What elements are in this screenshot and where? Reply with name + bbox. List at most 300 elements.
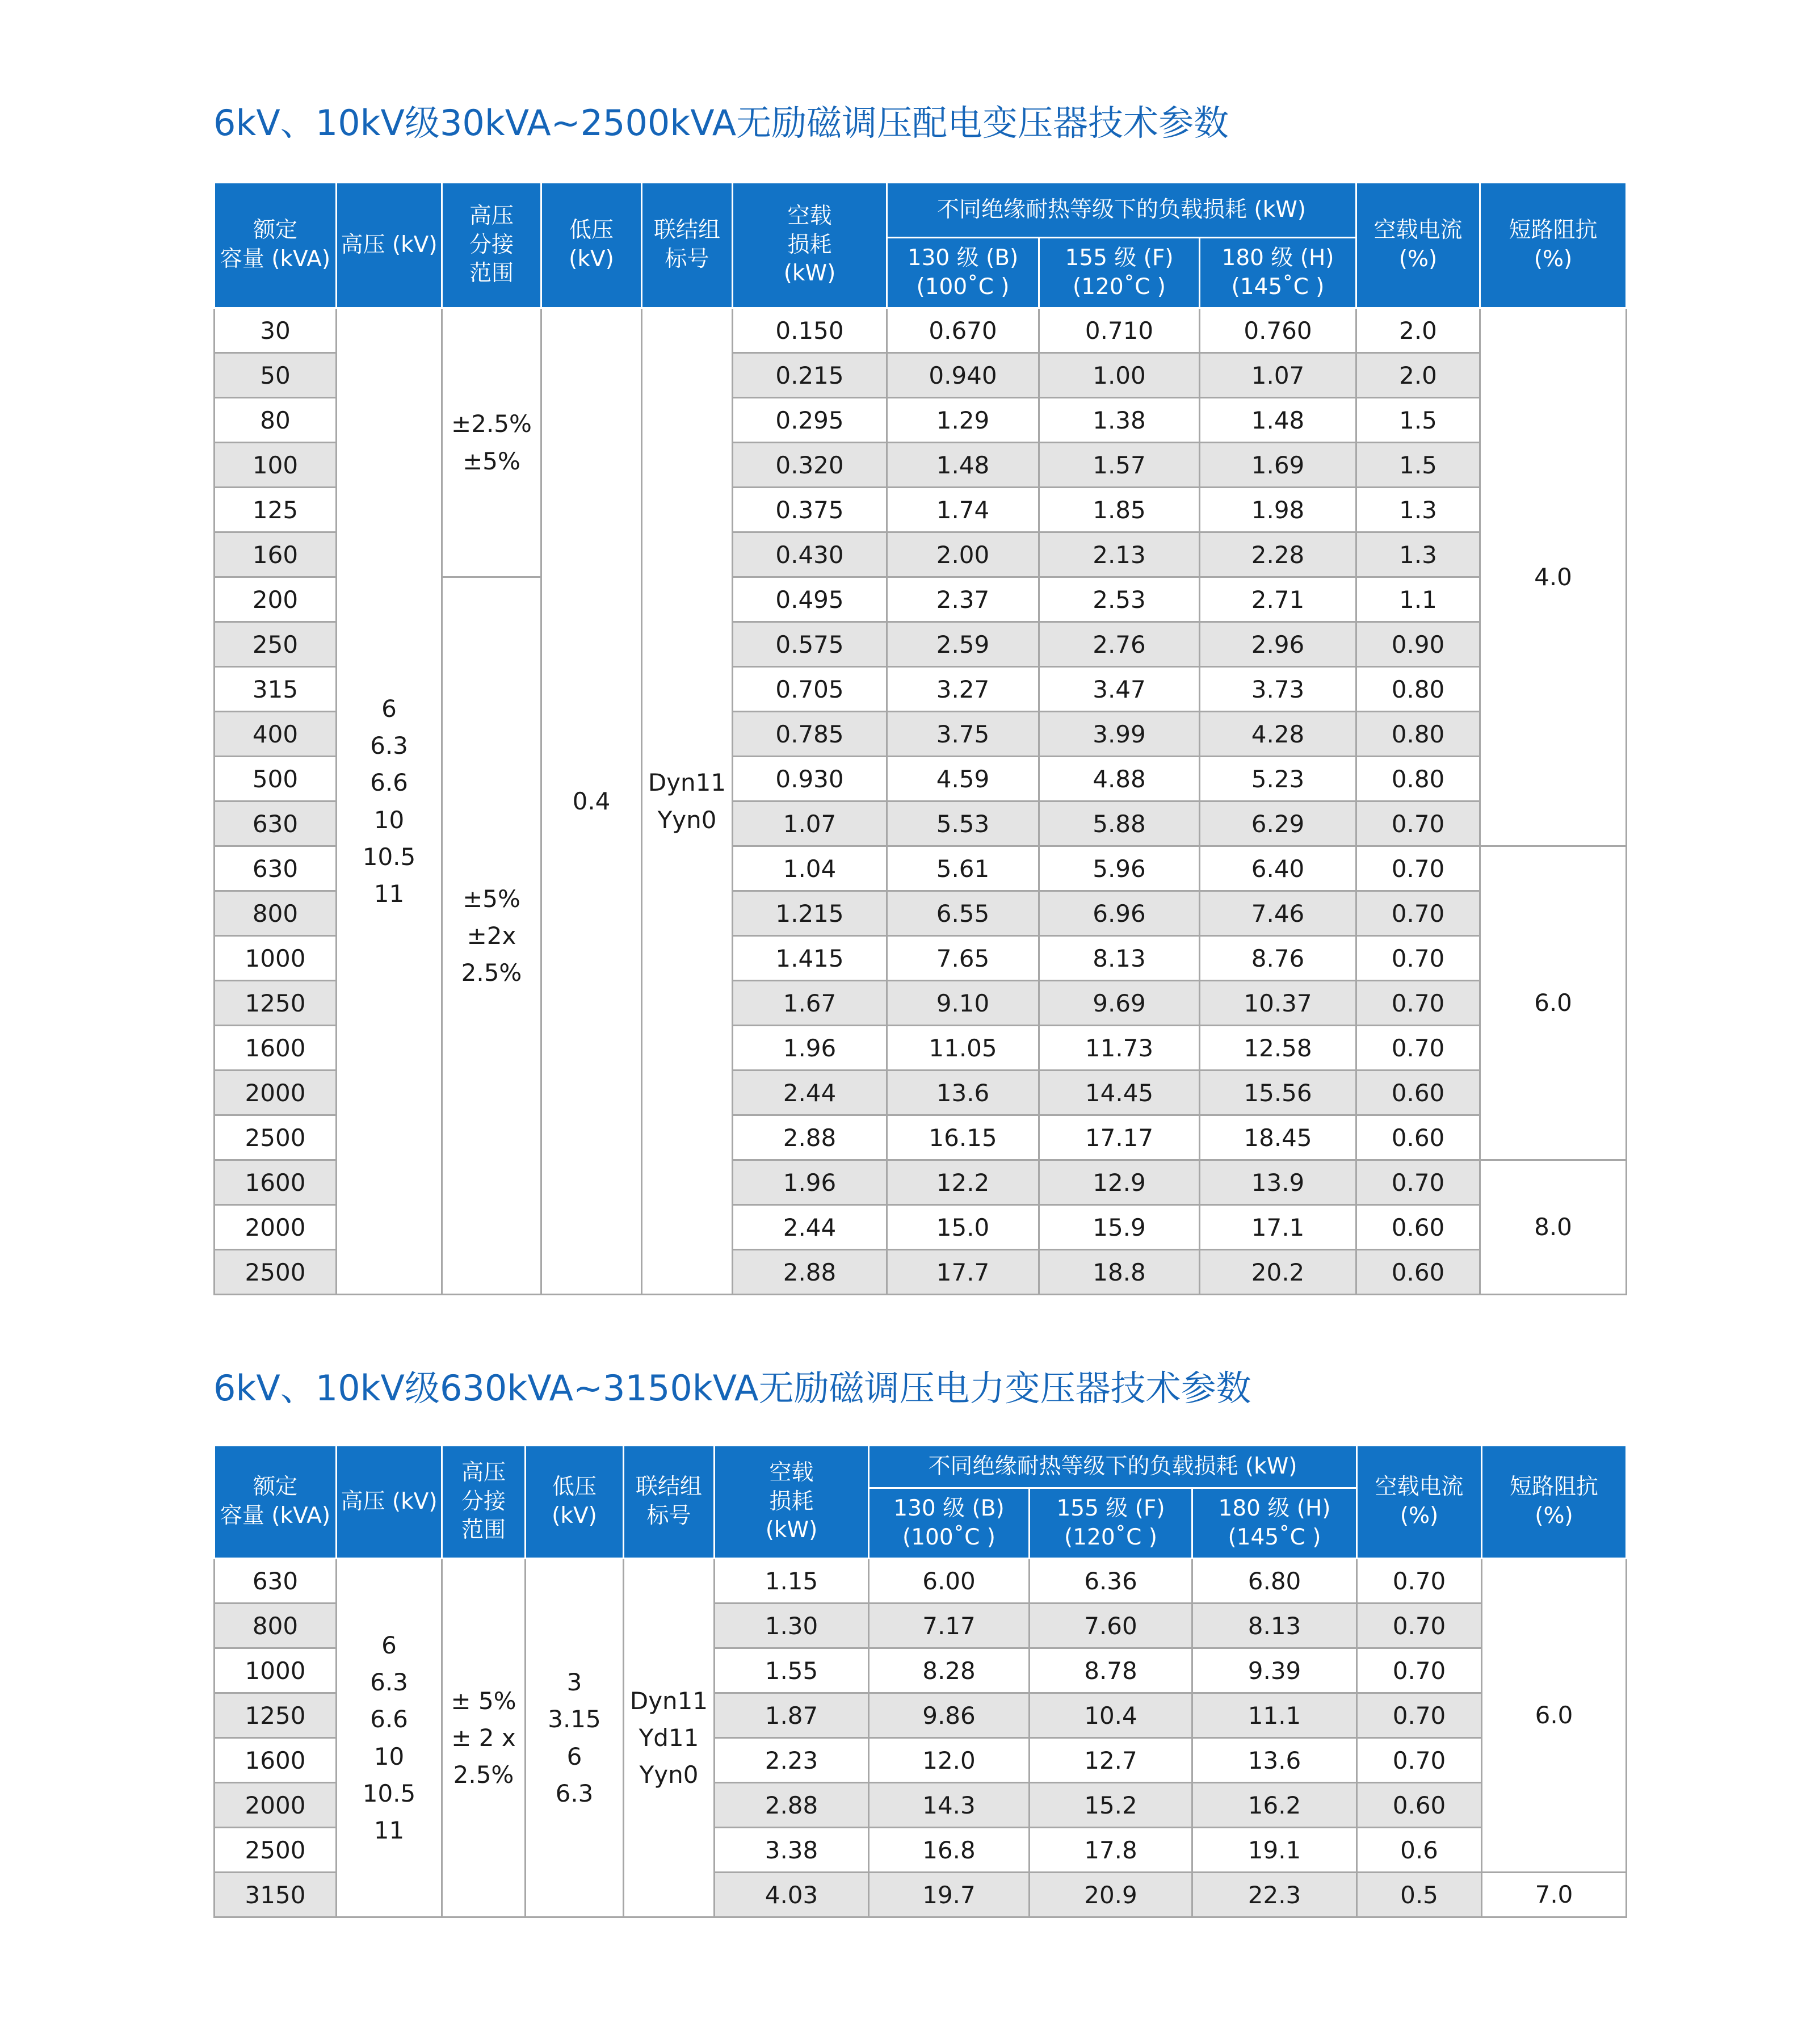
header-vector-line: 联结组 [653,217,720,244]
cell-current: 0.90 [1356,622,1480,667]
header-capacity-line: 容量 (kVA) [220,246,331,272]
cell-b: 2.59 [887,622,1039,667]
header-load-class [869,1488,1030,1559]
cell-f: 12.9 [1039,1160,1200,1205]
header-noload-line: 空载 [769,1459,814,1485]
table2-title: 6kV、10kV级630kVA~3150kVA无励磁调压电力变压器技术参数 [213,1367,1251,1409]
cell-current: 0.70 [1357,1559,1482,1604]
cell-noload: 2.88 [733,1115,887,1160]
cell-f: 12.7 [1030,1738,1192,1783]
header-current-line: (%) [1398,246,1438,272]
cell-noload: 2.88 [715,1783,869,1828]
cell-b: 9.10 [887,981,1039,1026]
cell-noload: 1.30 [715,1604,869,1648]
cell-f: 9.69 [1039,981,1200,1026]
header-noload [733,183,887,308]
header-tap [442,183,541,308]
header-noload-line: (kW) [783,261,836,287]
cell-current: 0.70 [1356,891,1480,936]
cell-current: 1.3 [1356,532,1480,577]
header-tap-line: 高压 [469,203,514,229]
cell-current: 0.60 [1357,1783,1482,1828]
hv-values-line: 11 [373,879,405,908]
header-tap-line: 范围 [461,1517,506,1543]
header-noload-line: (kW) [765,1517,818,1543]
header-load-class-line: 180 级 (H) [1218,1495,1331,1521]
lv-values-line: 6 [566,1742,582,1770]
cell-f: 6.96 [1039,891,1200,936]
cell-f: 2.76 [1039,622,1200,667]
tap-range-line: ±2x [467,921,516,950]
header-vector-line: 标号 [646,1503,691,1529]
tap-range-line: ±5% [463,447,520,475]
header-capacity [215,183,337,308]
cell-noload: 0.430 [733,532,887,577]
header-load-class-line: (145˚C ) [1228,1524,1321,1550]
header-load-class-line: 155 级 (F) [1065,245,1174,271]
cell-h: 10.37 [1200,981,1356,1026]
cell-h: 9.39 [1192,1648,1357,1693]
vector-groups [624,1559,715,1917]
cell-capacity: 1000 [215,1648,337,1693]
spec-table-1 [213,182,1627,1295]
impedance-value: 7.0 [1482,1873,1627,1917]
cell-capacity: 1250 [215,1693,337,1738]
cell-noload: 4.03 [715,1873,869,1917]
lv-values [541,308,642,1295]
cell-b: 2.37 [887,577,1039,622]
cell-h: 15.56 [1200,1071,1356,1115]
cell-noload: 0.375 [733,488,887,532]
cell-h: 1.69 [1200,443,1356,488]
cell-h: 3.73 [1200,667,1356,712]
cell-f: 17.8 [1030,1828,1192,1873]
cell-h: 1.07 [1200,353,1356,398]
hv-values-line: 6.6 [370,769,408,797]
hv-values-line: 6.3 [370,1668,408,1697]
impedance-value: 4.0 [1480,308,1627,846]
header-load-class [1030,1488,1192,1559]
cell-current: 0.80 [1356,757,1480,801]
cell-current: 0.70 [1356,981,1480,1026]
cell-h: 13.6 [1192,1738,1357,1783]
cell-b: 6.00 [869,1559,1030,1604]
header-load-class-line: (100˚C ) [916,274,1010,300]
spec-table-2 [213,1445,1627,1918]
cell-noload: 0.575 [733,622,887,667]
header-row [215,1446,1627,1488]
header-lv [541,183,642,308]
cell-h: 4.28 [1200,712,1356,757]
cell-current: 2.0 [1356,353,1480,398]
cell-f: 1.00 [1039,353,1200,398]
hv-values-line: 6.3 [370,732,408,760]
cell-b: 13.6 [887,1071,1039,1115]
cell-b: 4.59 [887,757,1039,801]
cell-f: 5.88 [1039,801,1200,846]
table-row [215,1559,1627,1604]
header-capacity-line: 额定 [253,1474,297,1500]
table1-title: 6kV、10kV级30kVA~2500kVA无励磁调压配电变压器技术参数 [213,102,1229,144]
cell-noload: 1.15 [715,1559,869,1604]
cell-b: 1.29 [887,398,1039,443]
header-current [1357,1446,1482,1559]
cell-h: 8.76 [1200,936,1356,981]
cell-f: 15.9 [1039,1205,1200,1250]
header-load-group: 不同绝缘耐热等级下的负载损耗 (kW) [887,183,1356,238]
cell-noload: 0.495 [733,577,887,622]
cell-capacity: 630 [215,1559,337,1604]
header-tap-line: 范围 [469,261,514,287]
impedance-value: 6.0 [1480,846,1627,1160]
cell-b: 0.670 [887,308,1039,353]
cell-capacity: 800 [215,891,337,936]
cell-h: 20.2 [1200,1250,1356,1295]
cell-noload: 1.67 [733,981,887,1026]
cell-f: 2.13 [1039,532,1200,577]
header-load-class [1192,1488,1357,1559]
header-impedance-line: 短路阻抗 [1510,1474,1599,1500]
cell-current: 0.70 [1356,936,1480,981]
cell-b: 12.0 [869,1738,1030,1783]
header-hv: 高压 (kV) [337,1446,442,1559]
cell-capacity: 160 [215,532,337,577]
cell-h: 6.40 [1200,846,1356,891]
cell-h: 6.29 [1200,801,1356,846]
cell-b: 3.75 [887,712,1039,757]
cell-capacity: 2000 [215,1071,337,1115]
hv-values [337,308,442,1295]
header-load-group: 不同绝缘耐热等级下的负载损耗 (kW) [869,1446,1357,1488]
cell-noload: 1.415 [733,936,887,981]
cell-f: 8.13 [1039,936,1200,981]
vector-groups-line: Dyn11 [648,769,726,797]
cell-f: 0.710 [1039,308,1200,353]
cell-f: 20.9 [1030,1873,1192,1917]
lv-values-line: 3 [566,1668,582,1697]
hv-values [337,1559,442,1917]
cell-h: 6.80 [1192,1559,1357,1604]
header-load-class [1200,238,1356,308]
header-load-class-line: (120˚C ) [1064,1524,1157,1550]
cell-b: 16.15 [887,1115,1039,1160]
cell-h: 2.28 [1200,532,1356,577]
cell-h: 1.48 [1200,398,1356,443]
header-capacity [215,1446,337,1559]
cell-current: 0.70 [1356,1160,1480,1205]
header-load-class-line: 130 级 (B) [893,1495,1005,1521]
cell-b: 5.53 [887,801,1039,846]
hv-values-line: 10 [373,1742,405,1770]
cell-noload: 0.930 [733,757,887,801]
cell-b: 7.17 [869,1604,1030,1648]
cell-current: 0.60 [1356,1071,1480,1115]
cell-capacity: 2500 [215,1828,337,1873]
cell-noload: 1.215 [733,891,887,936]
hv-values-line: 10.5 [362,842,416,871]
cell-noload: 1.07 [733,801,887,846]
lv-values-line: 0.4 [572,787,611,815]
header-tap [442,1446,526,1559]
cell-current: 0.70 [1356,846,1480,891]
cell-f: 11.73 [1039,1026,1200,1071]
cell-current: 0.5 [1357,1873,1482,1917]
cell-f: 14.45 [1039,1071,1200,1115]
cell-noload: 1.55 [715,1648,869,1693]
cell-b: 0.940 [887,353,1039,398]
cell-h: 7.46 [1200,891,1356,936]
cell-noload: 2.88 [733,1250,887,1295]
cell-current: 0.60 [1356,1115,1480,1160]
cell-b: 11.05 [887,1026,1039,1071]
cell-current: 0.80 [1356,667,1480,712]
header-load-class-line: (100˚C ) [902,1524,995,1550]
cell-f: 5.96 [1039,846,1200,891]
cell-capacity: 50 [215,353,337,398]
cell-h: 22.3 [1192,1873,1357,1917]
header-row [215,183,1627,238]
vector-groups-line: Yyn0 [657,805,717,834]
header-vector-line: 标号 [665,246,709,272]
cell-capacity: 2500 [215,1250,337,1295]
tap-range-line: ±5% [463,884,520,913]
cell-capacity: 1600 [215,1026,337,1071]
cell-capacity: 2000 [215,1783,337,1828]
cell-noload: 0.320 [733,443,887,488]
tap-range-line: 2.5% [453,1761,514,1789]
header-capacity-line: 容量 (kVA) [220,1503,331,1529]
cell-b: 6.55 [887,891,1039,936]
header-load-class [1039,238,1200,308]
vector-groups-line: Yyn0 [639,1761,699,1789]
cell-capacity: 200 [215,577,337,622]
cell-noload: 2.23 [715,1738,869,1783]
header-noload [715,1446,869,1559]
cell-noload: 0.150 [733,308,887,353]
cell-capacity: 2500 [215,1115,337,1160]
cell-current: 0.70 [1356,801,1480,846]
header-noload-line: 损耗 [769,1488,814,1514]
cell-noload: 0.785 [733,712,887,757]
cell-current: 0.80 [1356,712,1480,757]
cell-capacity: 100 [215,443,337,488]
header-noload-line: 空载 [787,203,832,229]
header-impedance-line: (%) [1534,246,1573,272]
tap-range [442,308,541,577]
header-tap-line: 分接 [461,1488,506,1514]
cell-h: 8.13 [1192,1604,1357,1648]
cell-capacity: 30 [215,308,337,353]
cell-f: 2.53 [1039,577,1200,622]
hv-values-line: 10.5 [362,1779,416,1807]
cell-h: 19.1 [1192,1828,1357,1873]
header-lv-line: 低压 [569,217,614,244]
header-current [1356,183,1480,308]
cell-current: 1.1 [1356,577,1480,622]
cell-capacity: 1600 [215,1738,337,1783]
cell-f: 8.78 [1030,1648,1192,1693]
cell-current: 1.5 [1356,398,1480,443]
header-load-class-line: (120˚C ) [1073,274,1166,300]
header-current-line: 空载电流 [1373,217,1463,244]
header-load-class-line: (145˚C ) [1231,274,1325,300]
tap-range [442,1559,526,1917]
cell-capacity: 1000 [215,936,337,981]
cell-b: 5.61 [887,846,1039,891]
header-vector-line: 联结组 [635,1474,702,1500]
cell-h: 11.1 [1192,1693,1357,1738]
cell-h: 2.96 [1200,622,1356,667]
lv-values-line: 3.15 [548,1705,601,1734]
cell-f: 4.88 [1039,757,1200,801]
cell-noload: 1.96 [733,1160,887,1205]
lv-values-line: 6.3 [555,1779,594,1807]
cell-f: 6.36 [1030,1559,1192,1604]
cell-capacity: 400 [215,712,337,757]
cell-noload: 0.295 [733,398,887,443]
cell-noload: 2.44 [733,1071,887,1115]
cell-b: 2.00 [887,532,1039,577]
header-capacity-line: 额定 [253,217,297,244]
header-current-line: (%) [1400,1503,1439,1529]
cell-capacity: 315 [215,667,337,712]
cell-current: 0.70 [1357,1693,1482,1738]
header-impedance-line: 短路阻抗 [1509,217,1598,244]
header-tap-line: 分接 [469,232,514,258]
cell-b: 1.48 [887,443,1039,488]
cell-f: 18.8 [1039,1250,1200,1295]
cell-f: 15.2 [1030,1783,1192,1828]
cell-noload: 1.04 [733,846,887,891]
cell-h: 0.760 [1200,308,1356,353]
header-lv [526,1446,624,1559]
header-vector [642,183,733,308]
cell-capacity: 125 [215,488,337,532]
cell-b: 14.3 [869,1783,1030,1828]
cell-current: 0.70 [1357,1648,1482,1693]
cell-f: 3.47 [1039,667,1200,712]
header-impedance [1482,1446,1627,1559]
cell-capacity: 630 [215,801,337,846]
hv-values-line: 6 [381,1631,397,1660]
header-impedance-line: (%) [1535,1503,1573,1529]
cell-h: 2.71 [1200,577,1356,622]
tap-range-line: 2.5% [461,959,522,987]
cell-b: 15.0 [887,1205,1039,1250]
cell-b: 3.27 [887,667,1039,712]
vector-groups-line: Dyn11 [629,1686,708,1715]
cell-capacity: 630 [215,846,337,891]
header-current-line: 空载电流 [1375,1474,1464,1500]
hv-values-line: 6.6 [370,1705,408,1734]
cell-capacity: 1600 [215,1160,337,1205]
header-load-class-line: 155 级 (F) [1056,1495,1165,1521]
hv-values-line: 10 [373,805,405,834]
tap-range-line: ± 5% [451,1686,516,1715]
header-lv-line: (kV) [552,1503,597,1529]
header-noload-line: 损耗 [787,232,832,258]
cell-h: 16.2 [1192,1783,1357,1828]
impedance-value: 6.0 [1482,1559,1627,1873]
cell-f: 1.85 [1039,488,1200,532]
cell-b: 9.86 [869,1693,1030,1738]
cell-current: 0.60 [1356,1205,1480,1250]
cell-f: 1.57 [1039,443,1200,488]
cell-b: 12.2 [887,1160,1039,1205]
header-load-class-line: 130 级 (B) [907,245,1019,271]
cell-f: 3.99 [1039,712,1200,757]
cell-capacity: 2000 [215,1205,337,1250]
vector-groups [642,308,733,1295]
cell-current: 0.60 [1356,1250,1480,1295]
cell-noload: 1.96 [733,1026,887,1071]
header-lv-line: 低压 [552,1474,597,1500]
header-lv-line: (kV) [569,246,614,272]
cell-capacity: 250 [215,622,337,667]
header-load-class-line: 180 级 (H) [1221,245,1334,271]
cell-b: 19.7 [869,1873,1030,1917]
cell-current: 0.6 [1357,1828,1482,1873]
tap-range-line: ±2.5% [451,410,532,438]
vector-groups-line: Yd11 [639,1723,699,1752]
cell-b: 17.7 [887,1250,1039,1295]
cell-current: 0.70 [1356,1026,1480,1071]
tap-range-line: ± 2 x [451,1723,516,1752]
cell-noload: 1.87 [715,1693,869,1738]
cell-noload: 3.38 [715,1828,869,1873]
cell-b: 8.28 [869,1648,1030,1693]
tap-range [442,577,541,1295]
cell-capacity: 3150 [215,1873,337,1917]
cell-noload: 0.215 [733,353,887,398]
cell-b: 7.65 [887,936,1039,981]
cell-f: 7.60 [1030,1604,1192,1648]
impedance-value: 8.0 [1480,1160,1627,1295]
header-impedance [1480,183,1627,308]
cell-capacity: 500 [215,757,337,801]
cell-h: 1.98 [1200,488,1356,532]
hv-values-line: 11 [373,1816,405,1844]
header-vector [624,1446,715,1559]
cell-h: 18.45 [1200,1115,1356,1160]
cell-h: 12.58 [1200,1026,1356,1071]
cell-capacity: 1250 [215,981,337,1026]
lv-values [526,1559,624,1917]
cell-b: 1.74 [887,488,1039,532]
table-row [215,308,1627,353]
cell-current: 1.3 [1356,488,1480,532]
cell-noload: 2.44 [733,1205,887,1250]
cell-f: 1.38 [1039,398,1200,443]
cell-f: 10.4 [1030,1693,1192,1738]
header-load-class [887,238,1039,308]
cell-current: 0.70 [1357,1604,1482,1648]
cell-h: 13.9 [1200,1160,1356,1205]
cell-f: 17.17 [1039,1115,1200,1160]
header-tap-line: 高压 [461,1459,506,1485]
cell-h: 17.1 [1200,1205,1356,1250]
cell-current: 2.0 [1356,308,1480,353]
cell-capacity: 80 [215,398,337,443]
cell-current: 1.5 [1356,443,1480,488]
hv-values-line: 6 [381,695,397,723]
cell-current: 0.70 [1357,1738,1482,1783]
cell-capacity: 800 [215,1604,337,1648]
cell-noload: 0.705 [733,667,887,712]
cell-h: 5.23 [1200,757,1356,801]
header-hv: 高压 (kV) [337,183,442,308]
cell-b: 16.8 [869,1828,1030,1873]
